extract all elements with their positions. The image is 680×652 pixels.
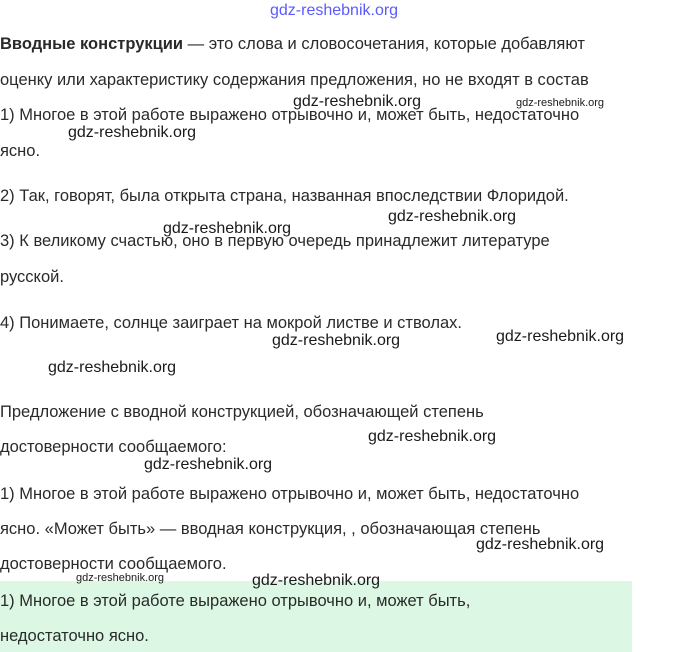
watermark: gdz-reshebnik.org [293, 93, 422, 110]
watermark: gdz-reshebnik.org [163, 220, 292, 237]
watermark: gdz-reshebnik.org [144, 456, 273, 473]
intro-line-1 [0, 34, 585, 54]
watermark: gdz-reshebnik.org [48, 359, 177, 376]
sentence-4: 4) Понимаете, солнце заиграет на мокрой листве и стволах. [0, 314, 462, 332]
sentence-3-line-1: 3) К великому счастью, оно в первую очередь принадлежит литературе [0, 232, 550, 250]
sentence-3-line-2: русской. [0, 268, 64, 286]
watermark: gdz-reshebnik.org [516, 97, 605, 109]
watermark: gdz-reshebnik.org [252, 572, 381, 589]
answer-line-1: 1) Многое в этой работе выражено отрывочно и, может быть, [0, 592, 471, 610]
watermark: gdz-reshebnik.org [76, 572, 165, 584]
watermark-top: gdz-reshebnik.org [270, 2, 399, 19]
sentence-1-line-2: ясно. [0, 142, 41, 160]
watermark: gdz-reshebnik.org [476, 536, 605, 553]
intro-rest: — это слова и словосочетания, которые добавляют [183, 35, 585, 53]
explanation-line-3: достоверности сообщаемого. [0, 555, 227, 573]
sentence-2: 2) Так, говорят, была открыта страна, названная впоследствии Флоридой. [0, 187, 569, 205]
sentence-1-line-1: 1) Многое в этой работе выражено отрывочно и, может быть, недостаточно [0, 106, 580, 124]
task-line-2: достоверности сообщаемого: [0, 438, 227, 456]
watermark: gdz-reshebnik.org [68, 124, 197, 141]
watermark: gdz-reshebnik.org [368, 428, 497, 445]
answer-line-2: недостаточно ясно. [0, 627, 149, 645]
intro-line-2: оценку или характеристику содержания предложения, но не входят в состав [0, 71, 589, 89]
intro-term: Вводные конструкции [0, 35, 184, 53]
explanation-line-2: ясно. «Может быть» — вводная конструкция, , обозначающая степень [0, 520, 541, 538]
watermark: gdz-reshebnik.org [388, 208, 517, 225]
explanation-line-1: 1) Многое в этой работе выражено отрывочно и, может быть, недостаточно [0, 485, 580, 503]
watermark: gdz-reshebnik.org [496, 328, 625, 345]
watermark: gdz-reshebnik.org [272, 332, 401, 349]
task-line-1: Предложение с вводной конструкцией, обозначающей степень [0, 403, 484, 421]
